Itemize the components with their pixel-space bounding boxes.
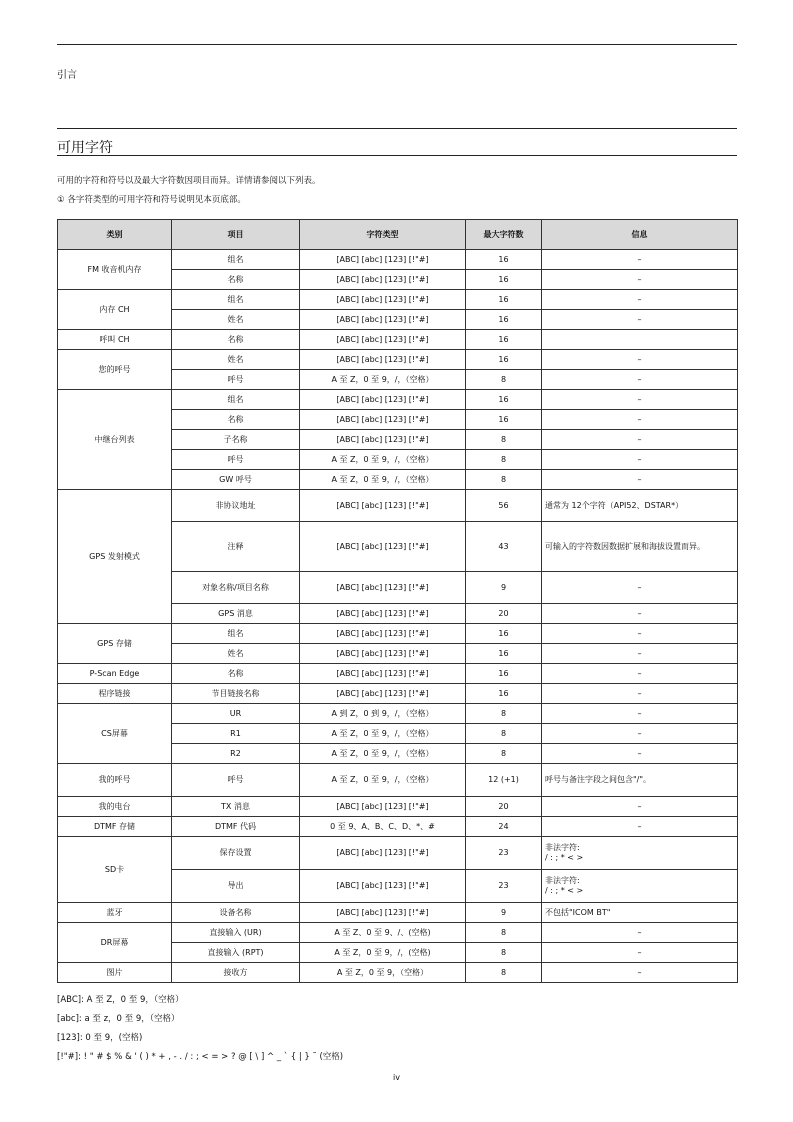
header-item: 项目 <box>172 220 300 250</box>
info-cell: – <box>542 470 738 490</box>
type-cell: A 至 Z，0 至 9，（空格） <box>300 963 466 983</box>
table-row <box>58 704 738 724</box>
info-cell: – <box>542 604 738 624</box>
category-cell: DR屏幕 <box>58 923 172 963</box>
table-row <box>58 903 738 923</box>
max-cell: 9 <box>466 903 542 923</box>
type-cell: [ABC] [abc] [123] [!"#] <box>300 522 466 572</box>
max-cell: 23 <box>466 870 542 903</box>
max-cell: 16 <box>466 290 542 310</box>
category-cell: 蓝牙 <box>58 903 172 923</box>
max-cell: 56 <box>466 490 542 522</box>
footnote-abc-lower: [abc]: a 至 z，0 至 9，（空格） <box>57 1014 180 1024</box>
table-row <box>58 797 738 817</box>
info-cell: – <box>542 644 738 664</box>
info-cell: – <box>542 430 738 450</box>
illegal-chars-list: / : ; * < > <box>545 886 584 895</box>
item-cell: 名称 <box>172 270 300 290</box>
item-cell: 接收方 <box>172 963 300 983</box>
max-cell: 16 <box>466 310 542 330</box>
type-cell: A 至 Z，0 至 9，/，（空格） <box>300 450 466 470</box>
footnote-abc-upper: [ABC]: A 至 Z，0 至 9，（空格） <box>57 995 184 1005</box>
item-cell: 组名 <box>172 624 300 644</box>
illegal-chars-list: / : ; * < > <box>545 853 584 862</box>
max-cell: 8 <box>466 470 542 490</box>
item-cell: 节目链接名称 <box>172 684 300 704</box>
header-max-chars: 最大字符数 <box>466 220 542 250</box>
max-cell: 16 <box>466 624 542 644</box>
table-row <box>58 390 738 410</box>
type-cell: [ABC] [abc] [123] [!"#] <box>300 250 466 270</box>
item-cell: 导出 <box>172 870 300 903</box>
max-cell: 16 <box>466 410 542 430</box>
footnote-symbols: [!"#]: ! " # $ % & ' ( ) * + , - . / : ; < = > ? @ [ \ ] ^ _ ` { | } ˜ (空格) <box>57 1052 344 1062</box>
table-row <box>58 624 738 644</box>
info-cell: – <box>542 963 738 983</box>
item-cell: 名称 <box>172 330 300 350</box>
info-cell: – <box>542 350 738 370</box>
item-cell: 呼号 <box>172 450 300 470</box>
info-cell: – <box>542 310 738 330</box>
table-row <box>58 963 738 983</box>
info-cell: 呼号与备注字段之间包含"/"。 <box>542 764 738 797</box>
table-row <box>58 350 738 370</box>
info-cell: – <box>542 817 738 837</box>
max-cell: 24 <box>466 817 542 837</box>
info-cell: – <box>542 624 738 644</box>
category-cell: 内存 CH <box>58 290 172 330</box>
item-cell: 姓名 <box>172 310 300 330</box>
type-cell: A 至 Z，0 至 9，/，（空格） <box>300 744 466 764</box>
max-cell: 16 <box>466 250 542 270</box>
illegal-chars-label: 非法字符: <box>545 843 580 853</box>
illegal-chars-label: 非法字符: <box>545 876 580 886</box>
info-cell: – <box>542 370 738 390</box>
item-cell: 直接输入 (UR) <box>172 923 300 943</box>
max-cell: 9 <box>466 572 542 604</box>
category-cell: 您的呼号 <box>58 350 172 390</box>
type-cell: [ABC] [abc] [123] [!"#] <box>300 684 466 704</box>
type-cell: [ABC] [abc] [123] [!"#] <box>300 837 466 870</box>
max-cell: 16 <box>466 684 542 704</box>
header-category: 类别 <box>58 220 172 250</box>
item-cell: 注释 <box>172 522 300 572</box>
type-cell: A 至 Z，0 至 9，/，（空格） <box>300 470 466 490</box>
max-cell: 23 <box>466 837 542 870</box>
item-cell: GPS 消息 <box>172 604 300 624</box>
max-cell: 8 <box>466 744 542 764</box>
header-info: 信息 <box>542 220 738 250</box>
max-cell: 8 <box>466 704 542 724</box>
item-cell: 保存设置 <box>172 837 300 870</box>
item-cell: 对象名称/项目名称 <box>172 572 300 604</box>
type-cell: [ABC] [abc] [123] [!"#] <box>300 410 466 430</box>
max-cell: 8 <box>466 923 542 943</box>
table-row <box>58 490 738 522</box>
table-row <box>58 664 738 684</box>
table-row <box>58 923 738 943</box>
max-cell: 16 <box>466 644 542 664</box>
info-cell: 不包括"ICOM BT" <box>542 903 738 923</box>
info-cell: – <box>542 923 738 943</box>
type-cell: A 至 Z，0 至 9，/，（空格） <box>300 724 466 744</box>
info-cell <box>542 330 738 350</box>
type-cell: [ABC] [abc] [123] [!"#] <box>300 624 466 644</box>
title-bottom-rule <box>57 155 737 156</box>
info-cell: – <box>542 572 738 604</box>
item-cell: 组名 <box>172 250 300 270</box>
item-cell: 子名称 <box>172 430 300 450</box>
info-cell: – <box>542 684 738 704</box>
info-cell: – <box>542 704 738 724</box>
type-cell: [ABC] [abc] [123] [!"#] <box>300 644 466 664</box>
category-cell: GPS 发射模式 <box>58 490 172 624</box>
category-cell: GPS 存储 <box>58 624 172 664</box>
table-row <box>58 330 738 350</box>
info-cell: – <box>542 943 738 963</box>
type-cell: 0 至 9、A、B、C、D、*、# <box>300 817 466 837</box>
item-cell: 呼号 <box>172 764 300 797</box>
max-cell: 8 <box>466 370 542 390</box>
item-cell: 呼号 <box>172 370 300 390</box>
max-cell: 16 <box>466 350 542 370</box>
category-cell: 我的呼号 <box>58 764 172 797</box>
table-row <box>58 290 738 310</box>
max-cell: 16 <box>466 330 542 350</box>
type-cell: [ABC] [abc] [123] [!"#] <box>300 390 466 410</box>
footnotes <box>57 993 343 1069</box>
character-table <box>57 219 738 983</box>
item-cell: GW 呼号 <box>172 470 300 490</box>
info-cell: – <box>542 410 738 430</box>
type-cell: A 到 Z，0 到 9，/，（空格） <box>300 704 466 724</box>
info-cell <box>542 870 738 903</box>
item-cell: 名称 <box>172 410 300 430</box>
max-cell: 43 <box>466 522 542 572</box>
category-cell: 呼叫 CH <box>58 330 172 350</box>
page-number: iv <box>393 1073 400 1082</box>
category-cell: 我的电台 <box>58 797 172 817</box>
section-header-label: 引言 <box>57 70 77 81</box>
type-cell: [ABC] [abc] [123] [!"#] <box>300 870 466 903</box>
page-title: 可用字符 <box>57 140 113 156</box>
info-cell: – <box>542 724 738 744</box>
info-cell: – <box>542 664 738 684</box>
type-cell: A 至 Z，0 至 9，/，(空格) <box>300 943 466 963</box>
max-cell: 16 <box>466 390 542 410</box>
type-cell: [ABC] [abc] [123] [!"#] <box>300 330 466 350</box>
info-cell: – <box>542 270 738 290</box>
type-cell: A 至 Z，0 至 9，/，（空格） <box>300 370 466 390</box>
item-cell: TX 消息 <box>172 797 300 817</box>
title-top-rule <box>57 128 737 129</box>
category-cell: P-Scan Edge <box>58 664 172 684</box>
max-cell: 20 <box>466 604 542 624</box>
info-cell: – <box>542 450 738 470</box>
max-cell: 8 <box>466 450 542 470</box>
category-cell: DTMF 存储 <box>58 817 172 837</box>
type-cell: [ABC] [abc] [123] [!"#] <box>300 290 466 310</box>
item-cell: 姓名 <box>172 644 300 664</box>
header-char-type: 字符类型 <box>300 220 466 250</box>
category-cell: SD卡 <box>58 837 172 903</box>
info-cell: 可输入的字符数因数据扩展和海拔设置而异。 <box>542 522 738 572</box>
max-cell: 12 (+1) <box>466 764 542 797</box>
footnote-numbers: [123]: 0 至 9，(空格) <box>57 1033 143 1043</box>
type-cell: [ABC] [abc] [123] [!"#] <box>300 903 466 923</box>
category-cell: 中继台列表 <box>58 390 172 490</box>
info-cell <box>542 837 738 870</box>
type-cell: [ABC] [abc] [123] [!"#] <box>300 572 466 604</box>
type-cell: [ABC] [abc] [123] [!"#] <box>300 350 466 370</box>
item-cell: R2 <box>172 744 300 764</box>
type-cell: [ABC] [abc] [123] [!"#] <box>300 797 466 817</box>
category-cell: 图片 <box>58 963 172 983</box>
item-cell: 姓名 <box>172 350 300 370</box>
item-cell: 组名 <box>172 290 300 310</box>
info-cell: – <box>542 290 738 310</box>
item-cell: 非协议地址 <box>172 490 300 522</box>
category-cell: CS屏幕 <box>58 704 172 764</box>
table-row <box>58 764 738 797</box>
intro-line-1: 可用的字符和符号以及最大字符数因项目而异。详情请参阅以下列表。 <box>57 176 321 186</box>
table-row <box>58 684 738 704</box>
max-cell: 8 <box>466 943 542 963</box>
table-row <box>58 250 738 270</box>
item-cell: DTMF 代码 <box>172 817 300 837</box>
table-row <box>58 817 738 837</box>
item-cell: 直接输入 (RPT) <box>172 943 300 963</box>
item-cell: 设备名称 <box>172 903 300 923</box>
item-cell: 名称 <box>172 664 300 684</box>
max-cell: 16 <box>466 664 542 684</box>
intro-line-2: ① 各字符类型的可用字符和符号说明见本页底部。 <box>57 195 246 205</box>
type-cell: [ABC] [abc] [123] [!"#] <box>300 664 466 684</box>
max-cell: 8 <box>466 724 542 744</box>
item-cell: UR <box>172 704 300 724</box>
top-rule <box>57 44 737 45</box>
type-cell: [ABC] [abc] [123] [!"#] <box>300 270 466 290</box>
item-cell: 组名 <box>172 390 300 410</box>
info-cell: – <box>542 250 738 270</box>
type-cell: [ABC] [abc] [123] [!"#] <box>300 430 466 450</box>
type-cell: [ABC] [abc] [123] [!"#] <box>300 490 466 522</box>
info-cell: – <box>542 744 738 764</box>
category-cell: 程序链接 <box>58 684 172 704</box>
info-cell: – <box>542 797 738 817</box>
info-cell: 通常为 12个字符（API52、DSTAR*） <box>542 490 738 522</box>
info-cell: – <box>542 390 738 410</box>
type-cell: [ABC] [abc] [123] [!"#] <box>300 604 466 624</box>
type-cell: A 至 Z、0 至 9、/、(空格) <box>300 923 466 943</box>
category-cell: FM 收音机内存 <box>58 250 172 290</box>
table-row <box>58 837 738 870</box>
table-header-row <box>58 220 738 250</box>
max-cell: 20 <box>466 797 542 817</box>
type-cell: [ABC] [abc] [123] [!"#] <box>300 310 466 330</box>
max-cell: 8 <box>466 430 542 450</box>
max-cell: 8 <box>466 963 542 983</box>
type-cell: A 至 Z，0 至 9，/，（空格） <box>300 764 466 797</box>
item-cell: R1 <box>172 724 300 744</box>
max-cell: 16 <box>466 270 542 290</box>
